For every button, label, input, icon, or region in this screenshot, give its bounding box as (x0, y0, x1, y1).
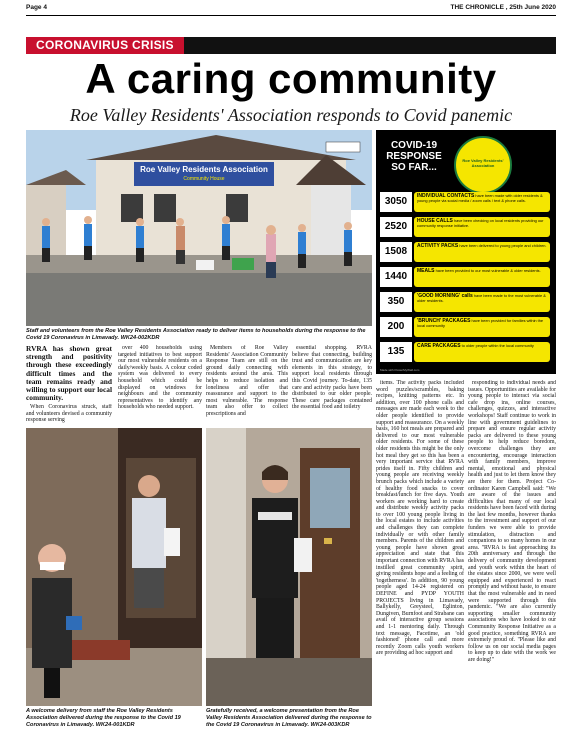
stat-row (380, 292, 556, 312)
graphic-title: COVID-19 RESPONSE SO FAR... (386, 140, 442, 173)
sign-subtitle: Community House (183, 176, 225, 182)
stat-description (414, 192, 550, 212)
main-photo-caption: Staff and volunteers from the Roe Valley Residents Association ready to deliver items to households during the response to the Covid 19 Coronavirus in Limavady. WK24-002KDR (26, 328, 366, 341)
stat-number: 1440 (380, 267, 412, 287)
article-col-1 (26, 404, 112, 428)
right-photo (206, 428, 372, 706)
stat-label: ACTIVITY PACKS (417, 243, 459, 249)
stat-detail: have been made to the most vulnerable & older residents. (417, 293, 546, 303)
col-4-text: essential shopping. RVRA believe that connecting, building trust and communication are key elements in this strategy, to support local residents through this Covid journey. To-date, 135 care and activity packs have been distributed to our older people. These care packages contained the essential food and toiletry (292, 345, 372, 411)
stat-row (380, 217, 556, 237)
stat-label: 'GOOD MORNING' calls (417, 293, 473, 299)
left-photo (26, 428, 202, 706)
subheadline: Roe Valley Residents' Association responds to Covid panemic (69, 105, 513, 125)
masthead: THE CHRONICLE , 25th June 2020 (450, 4, 556, 11)
stat-number: 135 (380, 342, 412, 362)
stat-row (380, 342, 556, 362)
covid-response-graphic (376, 130, 556, 374)
stat-label: HOUSE CALLS (417, 218, 453, 224)
stat-label: INDIVIDUAL CONTACTS (417, 193, 475, 199)
stat-number: 2520 (380, 217, 412, 237)
stat-description (414, 317, 550, 337)
article-col-2 (118, 345, 202, 425)
stat-number: 350 (380, 292, 412, 312)
headline: A caring community (85, 55, 497, 102)
right-photo-scene (206, 428, 372, 706)
stat-detail: have been checking on local residents providing our community response initiative. (417, 218, 544, 228)
stat-detail: to older people within the local community (461, 343, 534, 348)
main-photo-scene (26, 130, 372, 326)
stat-number: 1508 (380, 242, 412, 262)
main-photo (26, 130, 372, 326)
col-6-text: responding to individual needs and issues. Opportunities are available for young people to interact via social cafe drop ins, online courses, challenges, quizzes, and interactive workshops! Staff continue to work in line with government guidelines to prepare and ensure regular activity packs are delivered to these young people to help reduce boredom, overcome challenges they are encountering, encourage interaction with family members, improve mental, emotional and physical health and just to let them know they are there for them. Project Co-ordinator Karen Campbell said: "We are aware of the issues and difficulties that many of our local residents have been faced with during the last few months, however thanks to the investment and support of our funders we were able to provide stimulation, distraction and companions to so many homes in our area. "RVRA is fast approaching its 20th anniversary and through the delivery of community development and youth work within the heart of the estates since 2000, we were well equipped and experienced to react promptly and without haste, to ensure that the most vulnerable and in need were supported through this pandemic. "We are also currently supporting smaller community associations who have looked to our Community Response Initiative as a good practice, something RVRA are extremely proud of. "Please like and follow us on our social media pages to keep up to date with the work we are doing!" (468, 380, 556, 663)
stat-detail: have been provided to our most vulnerable & older residents. (435, 268, 541, 273)
stat-description (414, 242, 550, 262)
stat-detail: have been provided for families within the local community (417, 318, 544, 328)
rvra-logo (454, 136, 512, 194)
stat-row (380, 192, 556, 212)
stat-row (380, 242, 556, 262)
right-photo-caption: Gratefully received, a welcome presentation from the Roe Valley Residents Association delivered during the response to the Covid 19 Coronavirus in Limavady. WK24-003KDR (206, 708, 372, 728)
col-1-text: When Coronavirus struck, staff and volunteers devised a community response serving (26, 404, 112, 424)
article-col-5 (376, 380, 464, 730)
sign-title: Roe Valley Residents Association (140, 165, 268, 174)
stat-label: MEALS (417, 268, 435, 274)
section-tag: CORONAVIRUS CRISIS (26, 37, 184, 54)
article-lede: RVRA has shown great strength and positivity through these exceedingly difficult times and the team remains ready and willing to support our local community. (26, 345, 112, 403)
article-col-4 (292, 345, 372, 425)
stat-number: 3050 (380, 192, 412, 212)
stat-number: 200 (380, 317, 412, 337)
col-5-text: items. The activity packs included word puzzles/scrambles, baking recipes, knitting patterns etc. In addition, over 100 phone calls and messages are made each week to the older people identified to provide support and reassurance. On a weekly basis, 160 hot meals are prepared and delivered to our most vulnerable older residents. For some of these older residents this might be the only hot meal they get so this has been a very important service that RVRA prides itself in. Fifty children and young people are receiving weekly brunch packs which include a variety of healthy food snacks to cover breakfast/lunch for five days. Youth workers are working hard to create and distribute weekly activity packs to over 100 young people living in the local estates to include activities and challenges they can complete individually or with other family members. Parents of the children and young people have shown great appreciation and state that this important connection with RVRA has instilled great community spirit, giving residents hope and a feeling of 'togetherness'. In addition, 90 young people aged 14-24 registered on DEFINE and PYDP YOUTH PROJECTS living in Limavady, Ballykelly, Greysteel, Eglinton, Dungiven, Burnfoot and Strabane can avail of interactive group sessions and 1-1 mentoring daily. Through text message, Facetime, an 'old fashioned' phone call and more recently Zoom calls youth workers are providing ad hoc support and (376, 380, 464, 657)
col-3-text: Members of Roe Valley Residents' Association Community Response Team are still on the ground daily connecting with residents around the area. This helps to reduce isolation and loneliness and offer that reassurance and support to the most vulnerable. The response team also offer to collect prescriptions and (206, 345, 288, 417)
stat-row (380, 267, 556, 287)
article-col-3 (206, 345, 288, 425)
stat-description (414, 267, 550, 287)
stat-label: 'BRUNCH' PACKAGES (417, 318, 471, 324)
page-header (0, 0, 580, 14)
stat-description (414, 217, 550, 237)
graphic-credit: Made with PosterMyWall.com (380, 368, 420, 372)
stat-label: CARE PACKAGES (417, 343, 461, 349)
article-col-6 (468, 380, 556, 730)
left-photo-caption: A welcome delivery from staff the Roe Valley Residents Association delivered during the response to the Covid 19 Coronavirus in Limavady. WK24-001KDR (26, 708, 181, 728)
header-rule (26, 15, 556, 16)
left-photo-scene (26, 428, 202, 706)
logo-text: Roe Valley Residents' Association (462, 158, 504, 168)
col-2-text: over 400 households using targeted initiatives to best support our most vulnerable residents on a daily/weekly basis. A colour coded system was delivered to every household which could be displayed on windows for neighbours and the community representatives to identify any households who needed support. (118, 345, 202, 411)
stat-row (380, 317, 556, 337)
stat-detail: have been delivered to young people and children. (459, 243, 547, 248)
page-number: Page 4 (26, 4, 47, 11)
stat-detail: have been made with older residents & young people via social media / zoom calls / text & phone calls. (417, 193, 543, 203)
stat-description (414, 342, 550, 362)
community-sign (134, 162, 274, 186)
stat-description (414, 292, 550, 312)
